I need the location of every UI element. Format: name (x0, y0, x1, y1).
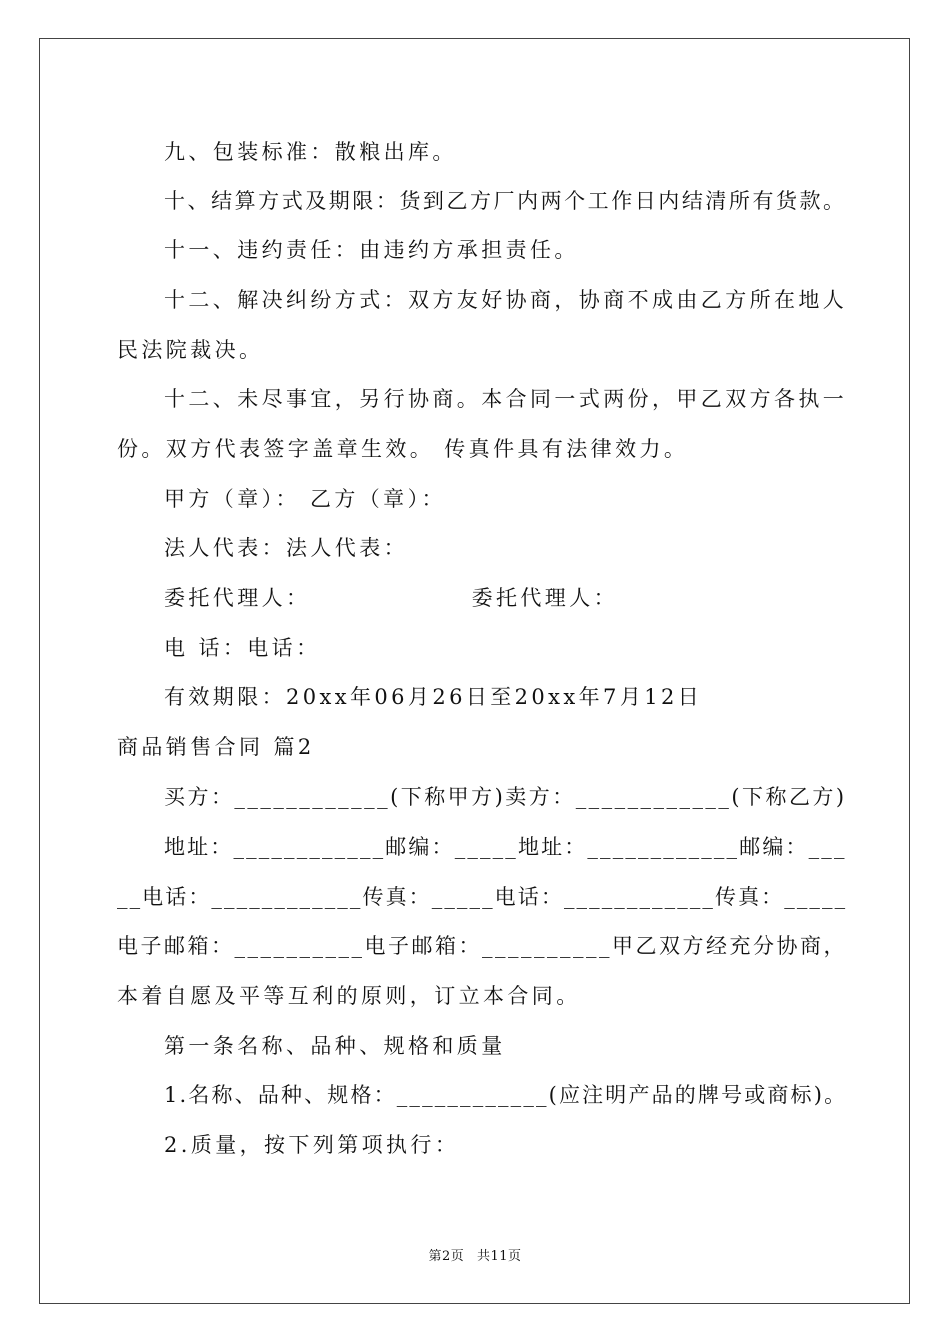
clause-12-misc-cont: 份。双方代表签字盖章生效。 传真件具有法律效力。 (117, 437, 689, 461)
email: 电子邮箱：__________电子邮箱：__________甲乙双方经充分协商， (117, 934, 847, 958)
page-total: 共11页 (476, 1249, 522, 1264)
section-title: 商品销售合同 篇2 (117, 735, 315, 759)
clause-12-dispute: 十二、解决纠纷方式：双方友好协商，协商不成由乙方所在地人 (164, 288, 848, 312)
principle: 本着自愿及平等互利的原则，订立本合同。 (117, 984, 581, 1008)
phone-fax: __电话：____________传真：_____电话：____________传真：_____ (117, 885, 848, 909)
article-1-item-1: 1.名称、品种、规格：____________(应注明产品的牌号或商标)。 (164, 1083, 848, 1107)
page-number: 第2页 (428, 1249, 465, 1264)
validity-period: 有效期限：20xx年06月26日至20xx年7月12日 (164, 685, 703, 709)
clause-11-liability: 十一、违约责任：由违约方承担责任。 (164, 238, 579, 262)
legal-representatives: 法人代表：法人代表： (164, 536, 408, 560)
address-postcode: 地址：____________邮编：_____地址：____________邮编：___ (164, 835, 847, 859)
clause-12-misc: 十二、未尽事宜，另行协商。本合同一式两份，甲乙双方各执一 (164, 387, 848, 411)
phones: 电 话：电话： (164, 636, 321, 660)
article-1-heading: 第一条名称、品种、规格和质量 (164, 1034, 506, 1058)
authorized-agents: 委托代理人： 委托代理人： (164, 586, 619, 610)
page-footer (0, 1245, 950, 1264)
party-seals: 甲方（章）： 乙方（章）： (164, 487, 446, 511)
buyer-seller: 买方：____________(下称甲方)卖方：____________(下称乙方) (164, 785, 847, 809)
article-1-item-2: 2.质量，按下列第项执行： (164, 1133, 460, 1157)
page-frame (39, 38, 910, 1304)
clause-12-dispute-cont: 民法院裁决。 (117, 338, 264, 362)
clause-10-settlement: 十、结算方式及期限：货到乙方厂内两个工作日内结清所有货款。 (164, 189, 847, 213)
clause-9-packaging: 九、包装标准：散粮出库。 (164, 140, 457, 164)
